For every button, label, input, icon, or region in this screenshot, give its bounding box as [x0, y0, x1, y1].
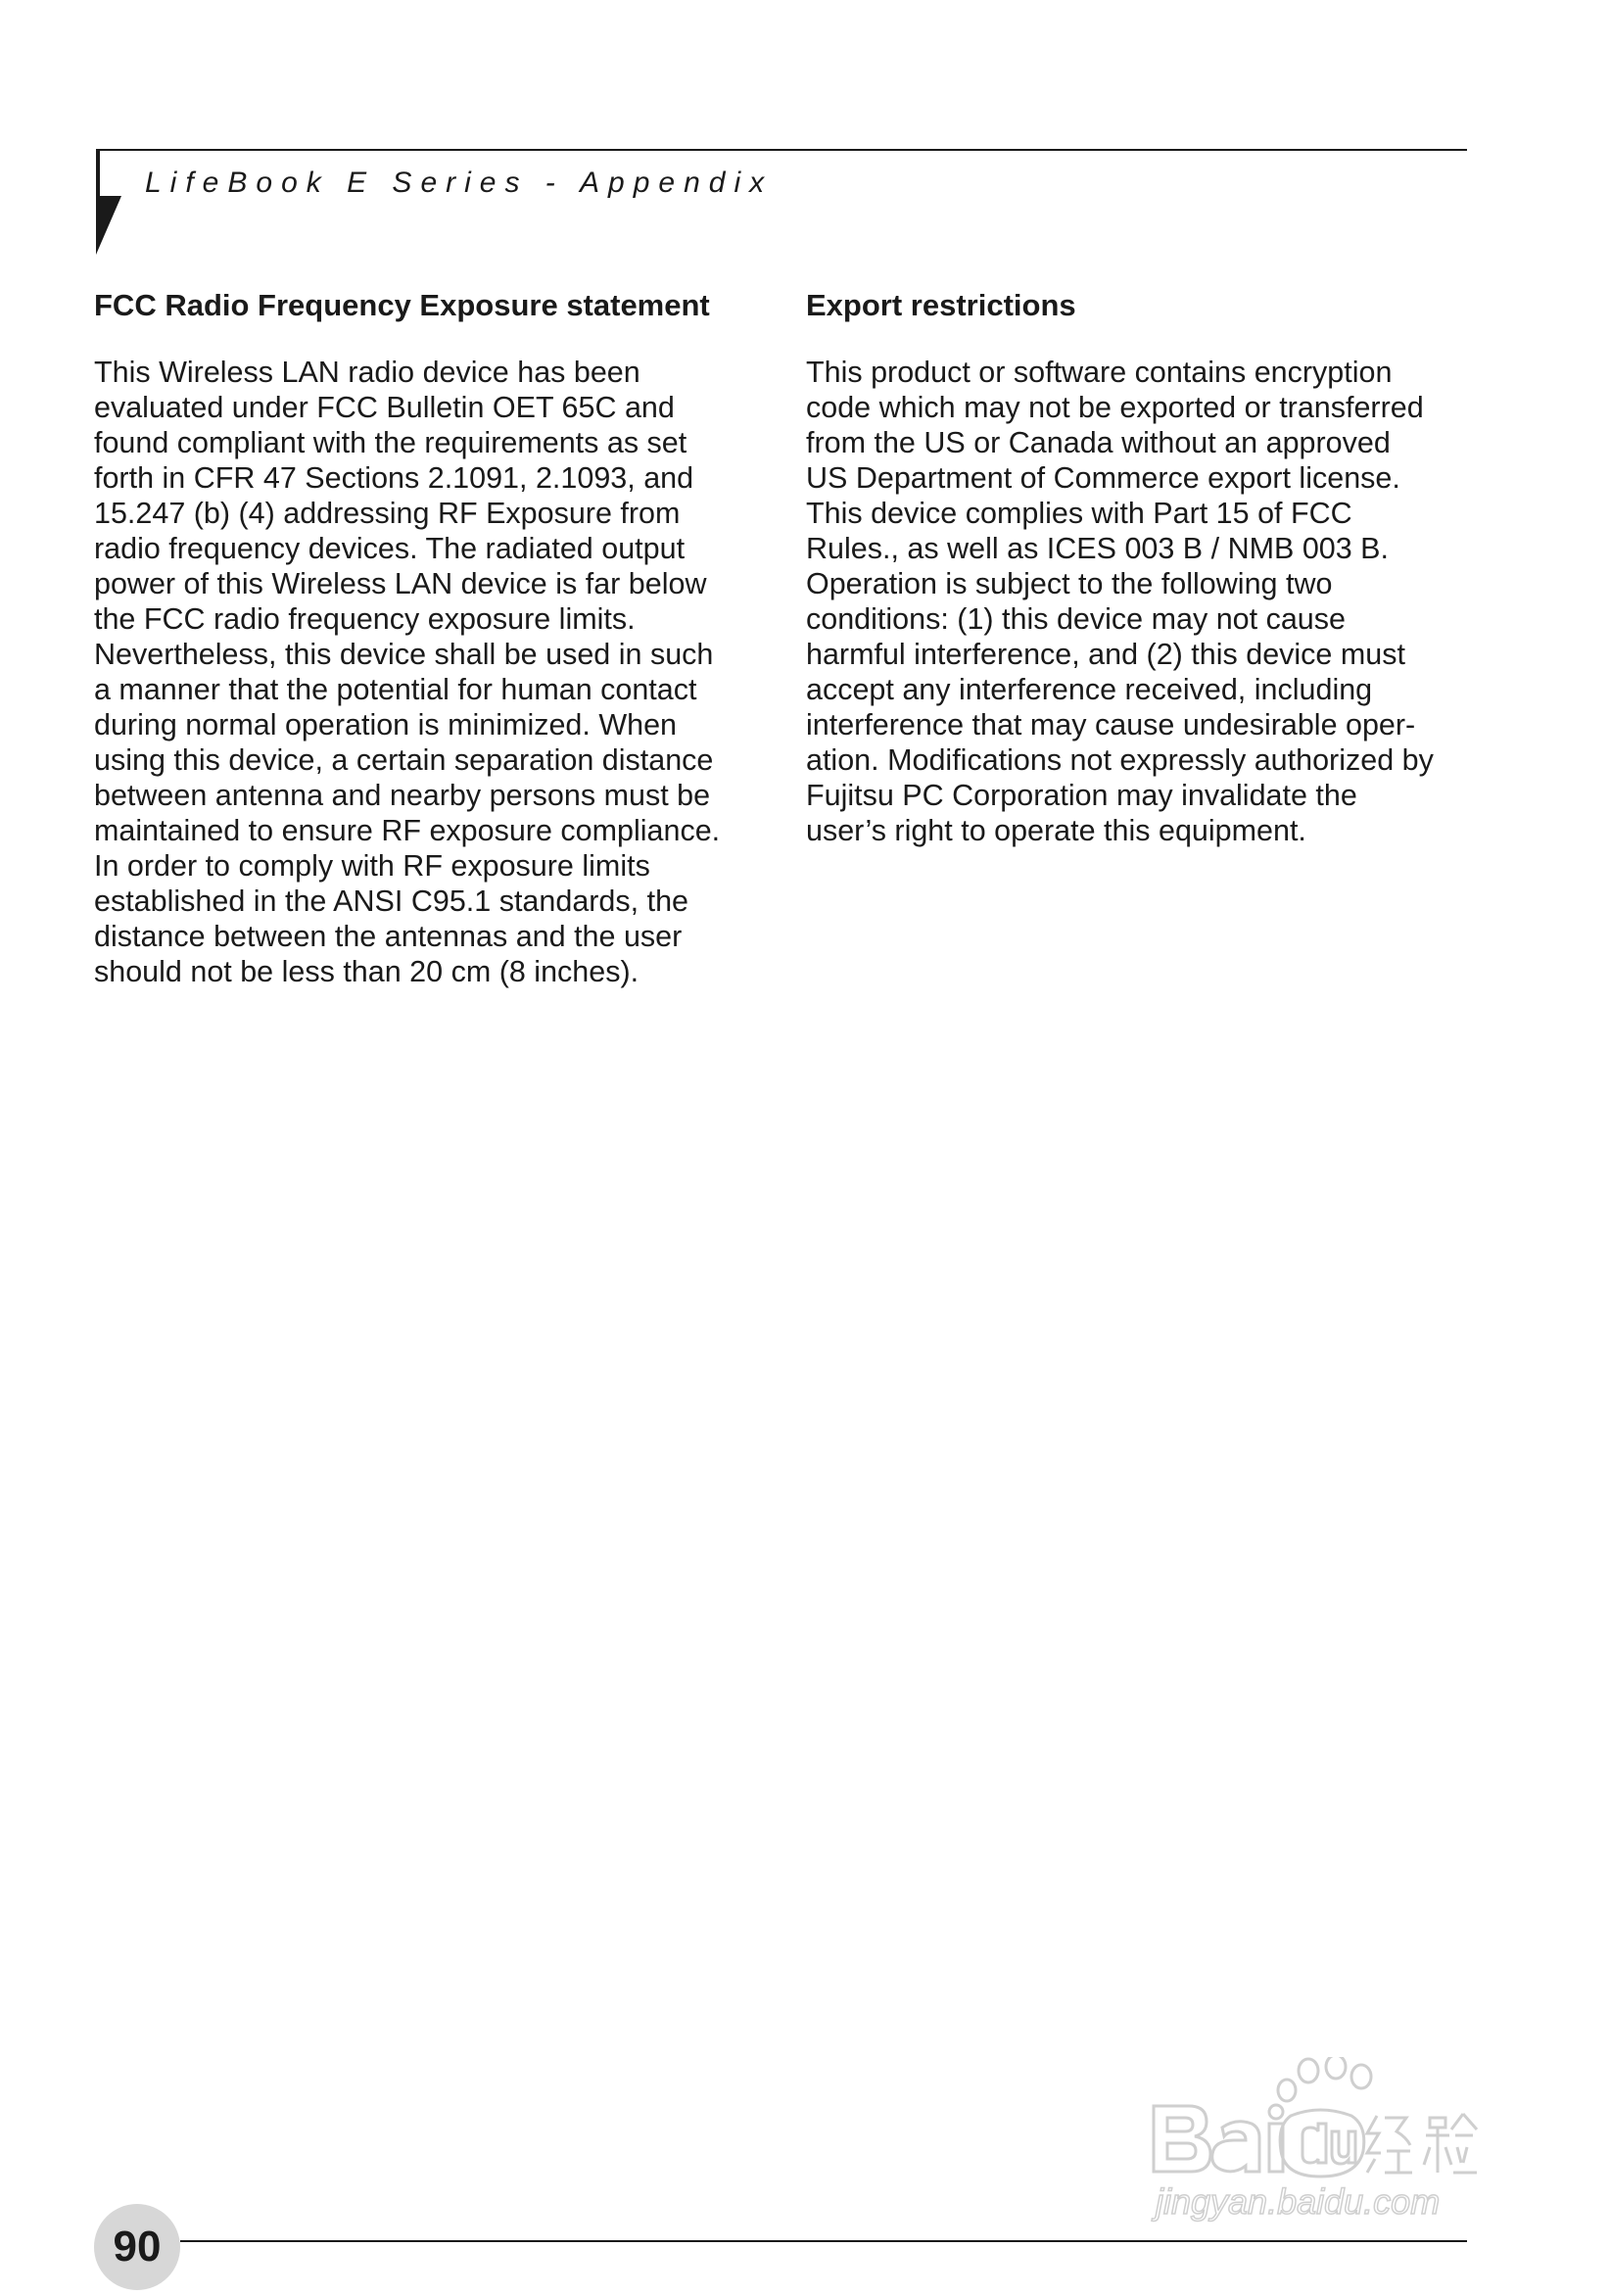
text-line: harmful interference, and (2) this device must	[806, 638, 1405, 671]
text-line: In order to comply with RF exposure limits	[94, 849, 650, 883]
text-line: This product or software contains encryption	[806, 356, 1393, 389]
header-corner-wedge	[96, 196, 121, 255]
text-line: This device complies with Part 15 of FCC	[806, 497, 1352, 530]
fcc-rf-exposure-section	[94, 286, 780, 989]
export-restrictions-section	[806, 286, 1492, 848]
text-line: using this device, a certain separation distance	[94, 743, 714, 777]
text-line: during normal operation is minimized. When	[94, 708, 678, 741]
text-line: should not be less than 20 cm (8 inches).	[94, 955, 639, 988]
text-line: maintained to ensure RF exposure compliance.	[94, 814, 721, 847]
text-line: Rules., as well as ICES 003 B / NMB 003 B.	[806, 532, 1390, 565]
text-line: evaluated under FCC Bulletin OET 65C and	[94, 391, 675, 424]
section-heading-export: Export restrictions	[806, 288, 1076, 322]
text-line: Nevertheless, this device shall be used in such	[94, 638, 714, 671]
text-line: code which may not be exported or transferred	[806, 391, 1424, 424]
watermark-brand-text	[1154, 2105, 1477, 2176]
text-line: found compliant with the requirements as set	[94, 426, 687, 459]
section-heading-fcc: FCC Radio Frequency Exposure statement	[94, 288, 710, 322]
paw-print-icon	[1278, 2057, 1371, 2101]
text-line: interference that may cause undesirable oper-	[806, 708, 1416, 741]
fcc-rf-exposure-paragraph	[94, 355, 780, 989]
text-line: power of this Wireless LAN device is far below	[94, 567, 707, 600]
text-line: 15.247 (b) (4) addressing RF Exposure from	[94, 497, 681, 530]
export-restrictions-paragraph	[806, 355, 1492, 848]
text-line: the FCC radio frequency exposure limits.	[94, 602, 636, 636]
text-line: accept any interference received, including	[806, 673, 1373, 706]
text-line: This Wireless LAN radio device has been	[94, 356, 640, 389]
header-rule	[96, 149, 1467, 151]
text-line: a manner that the potential for human contact	[94, 673, 697, 706]
text-line: forth in CFR 47 Sections 2.1091, 2.1093, and	[94, 461, 694, 495]
watermark-url-text: jingyan.baidu.com	[1156, 2181, 1441, 2222]
text-line: ation. Modifications not expressly authorized by	[806, 743, 1434, 777]
baidu-jingyan-watermark	[1144, 2057, 1526, 2224]
text-line: conditions: (1) this device may not cause	[806, 602, 1346, 636]
text-line: Operation is subject to the following two	[806, 567, 1333, 600]
text-line: Fujitsu PC Corporation may invalidate the	[806, 779, 1357, 812]
text-line: user’s right to operate this equipment.	[806, 814, 1306, 847]
text-line: established in the ANSI C95.1 standards, the	[94, 885, 688, 918]
footer-rule	[180, 2240, 1467, 2242]
text-line: radio frequency devices. The radiated output	[94, 532, 686, 565]
text-line: from the US or Canada without an approved	[806, 426, 1391, 459]
text-line: distance between the antennas and the user	[94, 920, 683, 953]
page-number: 90	[113, 2223, 162, 2271]
text-line: US Department of Commerce export license.	[806, 461, 1400, 495]
text-line: between antenna and nearby persons must be	[94, 779, 711, 812]
running-head: LifeBook E Series - Appendix	[145, 167, 774, 199]
